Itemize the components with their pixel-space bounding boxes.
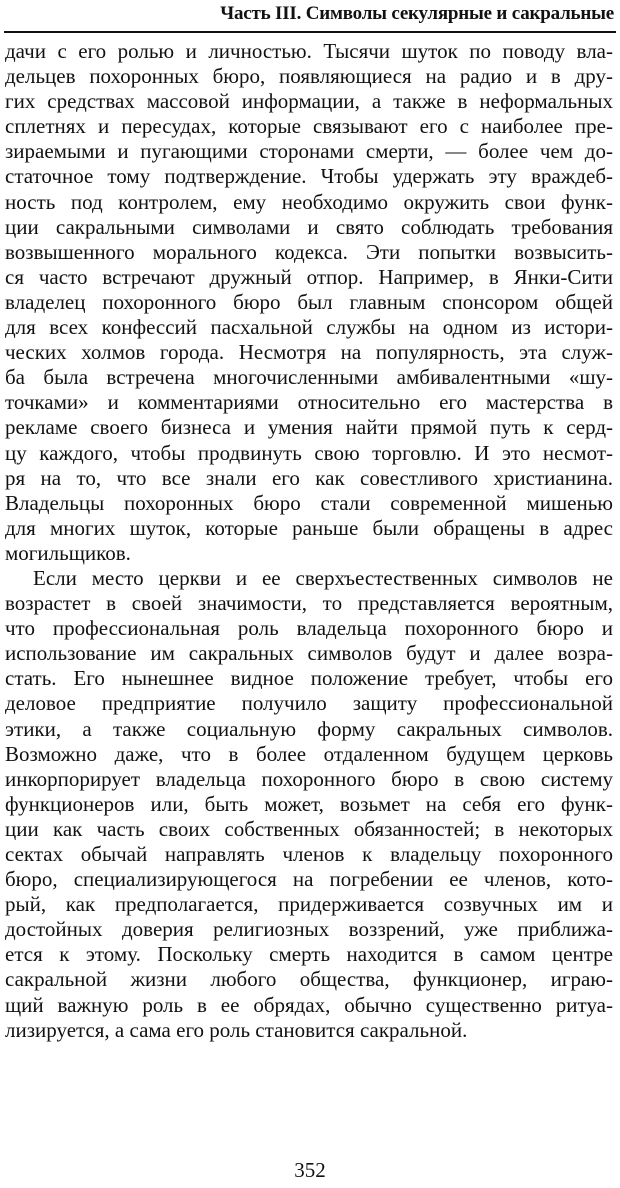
text-line: Возможно даже, что в более отдаленном будущем церковь	[5, 741, 613, 766]
text-line: ции как часть своих собственных обязанностей; в некоторых	[5, 816, 613, 841]
text-line: лизируется, а сама его роль становится сакральной.	[5, 1017, 468, 1042]
header-rule	[4, 31, 616, 33]
text-line: ря на то, что все знали его как совестливого христианина.	[5, 465, 613, 490]
text-line: сакральной жизни любого общества, функционер, играю-	[5, 967, 613, 992]
text-line: владелец похоронного бюро был главным спонсором общей	[5, 289, 613, 314]
text-line: рый, как предполагается, придерживается созвучных им и	[5, 892, 613, 917]
text-line: стать. Его нынешнее видное положение требует, чтобы его	[5, 666, 613, 691]
body-text	[5, 39, 613, 1043]
text-line: ется к этому. Поскольку смерть находится в самом центре	[5, 942, 613, 967]
paragraph	[5, 39, 613, 566]
text-line: ность под контролем, ему необходимо окружить свои функ-	[5, 189, 613, 214]
text-line: цу каждого, чтобы продвинуть свою торговлю. И это несмот-	[5, 440, 613, 465]
text-line: возрастет в своей значимости, то представляется вероятным,	[5, 591, 613, 616]
text-line: ции сакральными символами и свято соблюдать требования	[5, 214, 613, 239]
text-line: дельцев похоронных бюро, появляющиеся на радио и в дру-	[5, 64, 613, 89]
page-number: 352	[294, 1158, 326, 1182]
text-line: что профессиональная роль владельца похоронного бюро и	[5, 616, 613, 641]
text-line: Владельцы похоронных бюро стали современной мишенью	[5, 490, 613, 515]
text-line: для многих шуток, которые раньше были обращены в адрес	[5, 515, 613, 540]
text-line: инкорпорирует владельца похоронного бюро в свою систему	[5, 766, 613, 791]
text-line: гих средствах массовой информации, а также в неформальных	[5, 89, 613, 114]
text-line: функционеров или, быть может, возьмет на себя его функ-	[5, 791, 613, 816]
text-line: щий важную роль в ее обрядах, обычно существенно ритуа-	[5, 992, 613, 1017]
text-line: ся часто встречают дружный отпор. Например, в Янки-Сити	[5, 264, 613, 289]
text-line: ба была встречена многочисленными амбивалентными «шу-	[5, 365, 613, 390]
text-line: достойных доверия религиозных воззрений, уже приближа-	[5, 917, 613, 942]
text-line: дачи с его ролью и личностью. Тысячи шуток по поводу вла-	[5, 39, 613, 63]
text-line: ческих холмов города. Несмотря на популярность, эта служ-	[5, 340, 613, 365]
text-line: Если место церкви и ее сверхъестественных символов не	[33, 565, 613, 590]
text-line: рекламе своего бизнеса и умения найти прямой путь к серд-	[5, 415, 613, 440]
running-head: Часть III. Символы секулярные и сакральные	[220, 3, 614, 24]
text-line: могильщиков.	[5, 540, 131, 565]
text-line: возвышенного морального кодекса. Эти попытки возвысить-	[5, 239, 613, 264]
text-line: этики, а также социальную форму сакральных символов.	[5, 716, 613, 741]
text-line: деловое предприятие получило защиту профессиональной	[5, 691, 613, 716]
text-line: бюро, специализирующегося на погребении ее членов, кото-	[5, 867, 613, 892]
paragraph	[5, 566, 613, 1043]
text-line: статочное тому подтверждение. Чтобы удержать эту враждеб-	[5, 164, 613, 189]
text-line: для всех конфессий пасхальной службы на одном из истори-	[5, 315, 613, 340]
text-line: точками» и комментариями относительно его мастерства в	[5, 390, 613, 415]
text-line: сплетнях и пересудах, которые связывают его с наиболее пре-	[5, 114, 613, 139]
text-line: сектах обычай направлять членов к владельцу похоронного	[5, 842, 613, 866]
text-line: использование им сакральных символов будут и далее возра-	[5, 641, 613, 666]
text-line: зираемыми и пугающими сторонами смерти, — более чем до-	[5, 139, 613, 164]
